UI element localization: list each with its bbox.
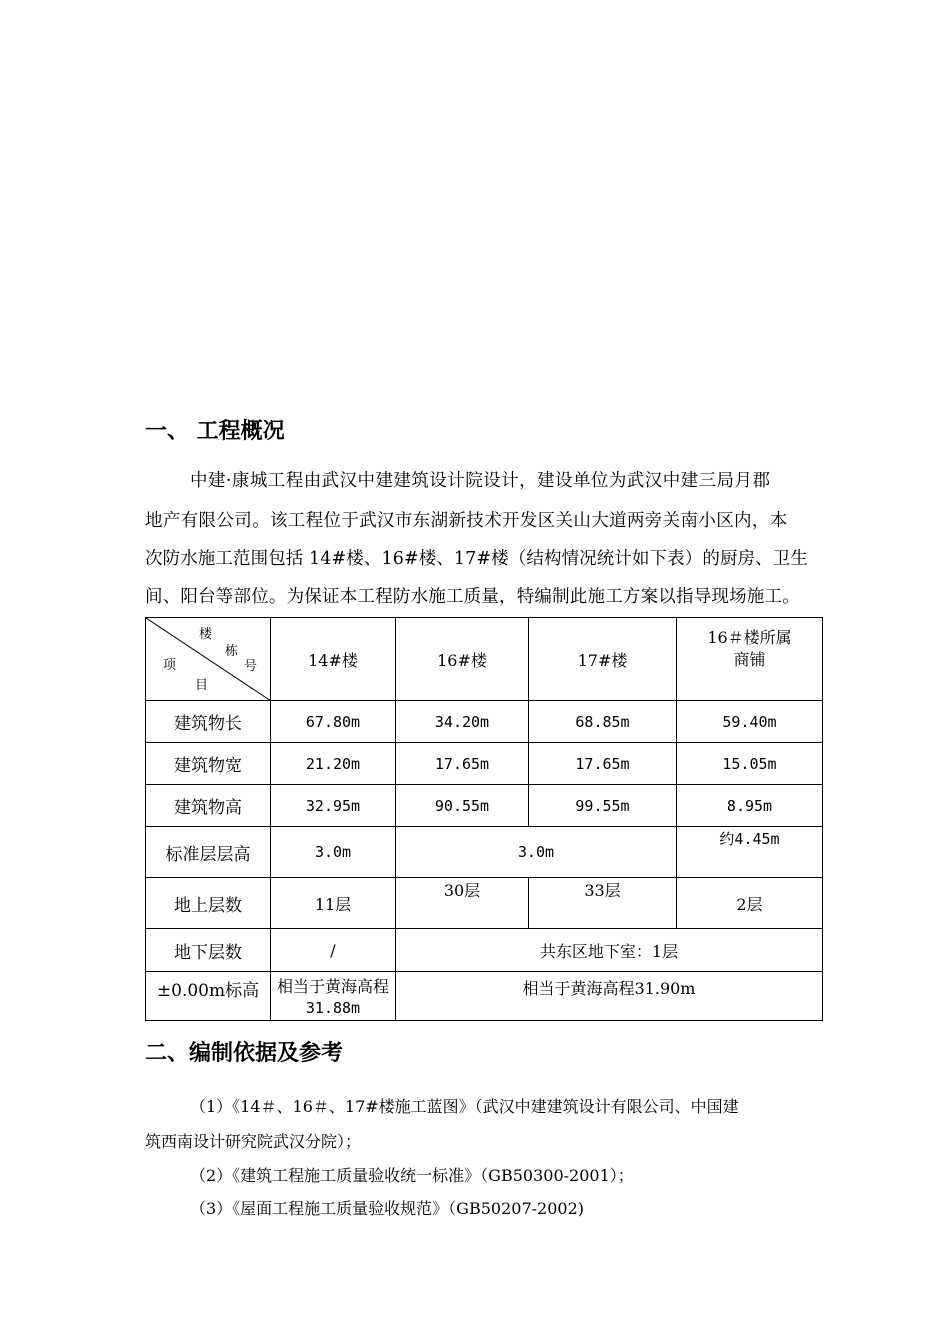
cell: 3.0m <box>271 827 396 878</box>
cell-text: 相当于黄海高程 <box>276 977 389 996</box>
paragraph-line-1: 中建·康城工程由武汉中建建筑设计院设计，建设单位为武汉中建三局月郡 <box>190 471 771 491</box>
diag-char-3: 号 <box>244 659 258 674</box>
cell-merged: 3.0m <box>396 827 677 878</box>
cell-merged: 共东区地下室：1层 <box>396 929 823 972</box>
cell: 32.95m <box>271 785 396 827</box>
cell <box>529 878 677 929</box>
col-header-shop-line1: 16＃楼所属 <box>707 628 792 647</box>
table-row <box>146 785 823 827</box>
building-info-table <box>145 617 823 1021</box>
reference-line-1: （1）《14＃、16＃、17#楼施工蓝图》（武汉中建建筑设计有限公司、中国建 <box>190 1097 739 1116</box>
diagonal-header-cell <box>146 618 271 701</box>
cell: 15.05m <box>677 743 823 785</box>
table-row <box>146 743 823 785</box>
row-label-width: 建筑物宽 <box>146 743 271 785</box>
cell: 8.95m <box>677 785 823 827</box>
diag-char-1: 楼 <box>199 627 213 642</box>
col-header-shop-line2: 商铺 <box>733 650 766 669</box>
cell: 34.20m <box>396 701 529 743</box>
cell: 99.55m <box>529 785 677 827</box>
cell-elevation-14 <box>271 972 396 1021</box>
cell-merged: 相当于黄海高程31.90m <box>396 972 823 1021</box>
row-label-length: 建筑物长 <box>146 701 271 743</box>
cell: 59.40m <box>677 701 823 743</box>
cell-text: 33层 <box>584 880 621 900</box>
cell: 17.65m <box>396 743 529 785</box>
table-row <box>146 827 823 878</box>
cell-text: 31.88m <box>305 999 361 1017</box>
cell: 21.20m <box>271 743 396 785</box>
cell: / <box>271 929 396 972</box>
col-header-shop <box>677 618 823 701</box>
table-row <box>146 878 823 929</box>
cell-text: 30层 <box>443 880 481 900</box>
reference-line-3: （2）《建筑工程施工质量验收统一标准》（GB50300-2001）； <box>190 1166 634 1185</box>
diag-char-2: 栋 <box>225 644 239 659</box>
row-label-floors-below: 地下层数 <box>146 929 271 972</box>
diag-char-5: 目 <box>195 678 209 693</box>
section2-heading: 二、编制依据及参考 <box>145 1041 344 1066</box>
paragraph-line-3: 次防水施工范围包括 14#楼、16#楼、17#楼（结构情况统计如下表）的厨房、卫生 <box>145 549 808 569</box>
col-header-14: 14#楼 <box>271 618 396 701</box>
col-header-16: 16#楼 <box>396 618 529 701</box>
row-label-height: 建筑物高 <box>146 785 271 827</box>
reference-line-4: （3）《屋面工程施工质量验收规范》（GB50207-2002) <box>190 1199 584 1218</box>
cell-text: 约4.45m <box>719 829 780 848</box>
diag-char-4: 项 <box>163 658 177 673</box>
cell <box>396 878 529 929</box>
cell: 67.80m <box>271 701 396 743</box>
cell: 11层 <box>271 878 396 929</box>
cell: 17.65m <box>529 743 677 785</box>
cell: 2层 <box>677 878 823 929</box>
paragraph-line-2: 地产有限公司。该工程位于武汉市东湖新技术开发区关山大道两旁关南小区内，本 <box>145 511 788 531</box>
col-header-17: 17#楼 <box>529 618 677 701</box>
table-row <box>146 701 823 743</box>
paragraph-line-4: 间、阳台等部位。为保证本工程防水施工质量，特编制此施工方案以指导现场施工。 <box>145 587 800 607</box>
table-row <box>146 929 823 972</box>
section1-heading: 一、 工程概况 <box>145 419 285 444</box>
cell: 90.55m <box>396 785 529 827</box>
row-label-elevation: ±0.00m标高 <box>146 972 271 1021</box>
row-label-floor-height: 标准层层高 <box>146 827 271 878</box>
cell <box>677 827 823 878</box>
cell: 68.85m <box>529 701 677 743</box>
table-header-row <box>146 618 823 701</box>
table-row <box>146 972 823 1021</box>
row-label-floors-above: 地上层数 <box>146 878 271 929</box>
reference-line-2: 筑西南设计研究院武汉分院）； <box>145 1132 362 1151</box>
